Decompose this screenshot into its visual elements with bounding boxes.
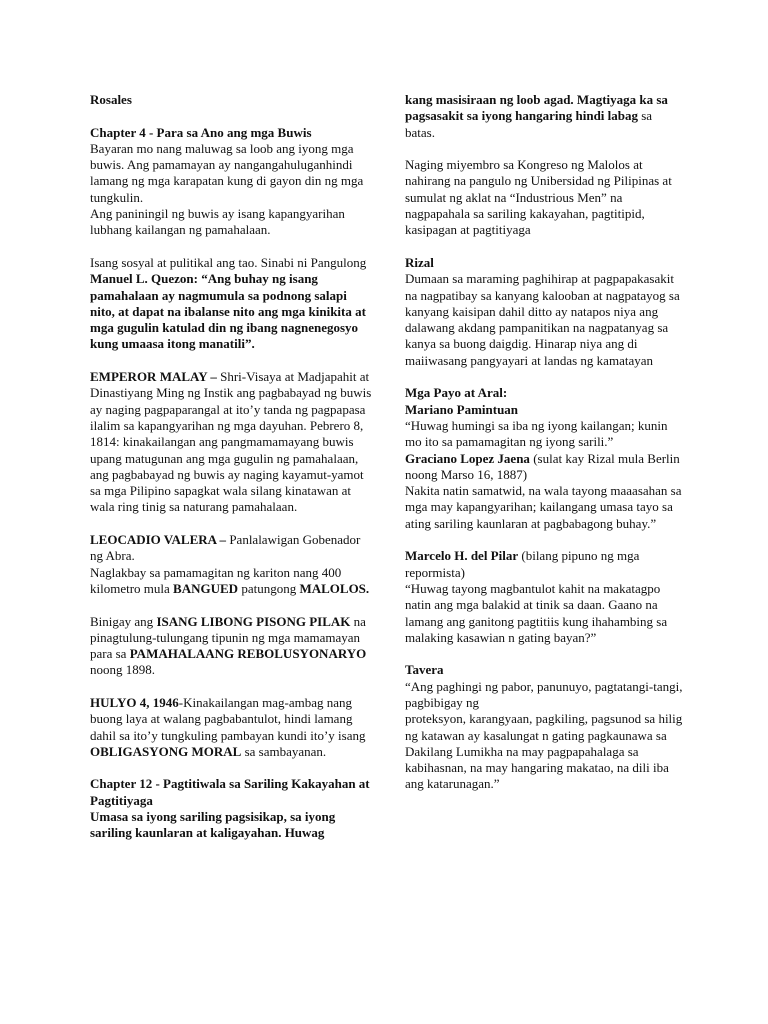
rizal-heading-text: Rizal xyxy=(405,254,434,270)
emperor-heading: EMPEROR MALAY – xyxy=(90,369,221,385)
rizal-heading xyxy=(405,255,683,271)
bangued-label: BANGUED xyxy=(173,580,239,596)
hulyo-paragraph xyxy=(90,695,372,760)
valera-paragraph xyxy=(90,532,372,565)
pilak-text-e: noong 1898. xyxy=(90,662,155,678)
continuation-bold: kang masisiraan ng loob agad. Magtiyaga ka sa pagsasakit sa iyong hangaring hindi labag xyxy=(405,92,668,124)
valera-travel xyxy=(90,565,372,598)
quezon-quote: “Ang buhay ng isang pamahalaan ay nagmumula sa podnong salapi nito, at dapat na ibalanse nito ang mga kinikita at mga gugulin katulad din ng ibang nagnenegosyo kung umaasa itong manatili”. xyxy=(90,271,366,352)
jaena-line xyxy=(405,451,683,484)
right-column xyxy=(405,92,683,793)
payo-heading-text: Mga Payo at Aral: xyxy=(405,385,508,401)
tavera-body-1: “Ang paghingi ng pabor, panunuyo, pagtatangi-tangi, pagbibigay ng xyxy=(405,678,683,710)
continuation-paragraph xyxy=(405,92,683,141)
chapter-4-title xyxy=(90,125,372,141)
congress-paragraph: Naging miyembro sa Kongreso ng Malolos at nahirang na pangulo ng Unibersidad ng Pilipinas at sumulat ng aklat na “Industrious Men” na nagpapahala sa sariling kakayahan, pagtitipid, kasipagan at pagtitiyaga xyxy=(405,157,672,238)
hulyo-text-d: sa sambayanan. xyxy=(241,743,327,759)
pamintuan-name-text: Mariano Pamintuan xyxy=(405,401,519,417)
pilar-line xyxy=(405,548,683,581)
tavera-body-2: proteksyon, karangyaan, pagkiling, pagsunod sa hilig ng katawan ay kasalungat n gating pagkaunawa sa Dakilang Lumikha na may pagpapahalaga sa kabihasnan, na may hangaring makatao, na dili iba ang katarunagan.” xyxy=(405,711,683,792)
pamintuan-name xyxy=(405,402,683,418)
payo-heading xyxy=(405,385,683,401)
jaena-body: Nakita natin samatwid, na wala tayong maaasahan sa mga may kapangyarihan; kailangang umasa tayo sa ating sariling kaunlaran at pagbabagong buhay.” xyxy=(405,483,682,531)
quezon-name: Manuel L. Quezon: xyxy=(90,271,198,287)
hulyo-date: HULYO 4, 1946 xyxy=(90,694,179,710)
chapter-4-body-1: Bayaran mo nang maluwag sa loob ang iyong mga buwis. Ang pamamayan ay nangangahuluganhindi lamang ng mga karapatan kung di gayon din ng mga tungkulin. xyxy=(90,140,364,205)
chapter-4-section xyxy=(90,125,372,239)
rizal-body: Dumaan sa maraming paghihirap at pagpapakasakit na nagpatibay sa kanyang kalooban at nagpatayog sa kanyang kaisipan dahil ditto ay natapos niya ang dalawang akdang pampanitikan na nagpatanyag sa kanya sa buong daigdig. Hinarap niya ang di maiiwasang pangyayari at landas ng kamatayan xyxy=(405,271,680,368)
tavera-heading-text: Tavera xyxy=(405,662,444,678)
chapter-12-lead xyxy=(90,809,372,842)
valera-body-1: Panlalawigan Gobenador ng Abra. xyxy=(90,532,361,564)
tavera-heading xyxy=(405,662,683,678)
quezon-intro: Isang sosyal at pulitikal ang tao. Sinabi ni Pangulong xyxy=(90,254,367,270)
pilar-note: (bilang pipuno ng mga repormista) xyxy=(405,548,640,580)
valera-body-3: patungong xyxy=(238,580,300,596)
valera-body-2: Naglakbay sa pamamagitan ng kariton nang 400 kilometro mula xyxy=(90,564,342,596)
pilak-text-d: PAMAHALAANG REBOLUSYONARYO xyxy=(129,646,367,662)
emperor-paragraph xyxy=(90,369,372,516)
pilak-text-a: Binigay ang xyxy=(90,613,157,629)
pilar-body: “Huwag tayong magbantulot kahit na makatagpo natin ang mga balakid at tinik sa daan. Gaano na lamang ang ganitong pagtitiis kung ihahambing sa malaking kasawian n gating bayan?” xyxy=(405,580,668,645)
jaena-note: (sulat kay Rizal mula Berlin noong Marso 16, 1887) xyxy=(405,450,680,482)
chapter-12-section xyxy=(90,776,372,841)
valera-heading: LEOCADIO VALERA – xyxy=(90,532,230,548)
hulyo-moral: OBLIGASYONG MORAL xyxy=(90,743,242,759)
pilak-paragraph xyxy=(90,614,372,679)
quezon-paragraph xyxy=(90,255,372,353)
malolos-label: MALOLOS. xyxy=(299,580,370,596)
continuation-tail: sa batas. xyxy=(405,108,653,140)
pilar-name: Marcelo H. del Pilar xyxy=(405,548,519,564)
chapter-4-body-2: Ang paniningil ng buwis ay isang kapangyarihan lubhang kailangan ng pamahalaan. xyxy=(90,206,345,238)
rosales-label: Rosales xyxy=(90,92,132,107)
chapter-4-title-text: Chapter 4 - Para sa Ano ang mga Buwis xyxy=(90,124,312,140)
pamintuan-quote: “Huwag humingi sa iba ng iyong kailangan; kunin mo ito sa pamamagitan ng iyong sarili.” xyxy=(405,417,668,450)
hulyo-text-b: -Kinakailangan mag-ambag nang buong laya at walang pagbabantulot, hindi lamang dahil sa ito’y tungkuling pambayan kundi ito’y isang xyxy=(90,694,366,743)
emperor-body: Shri-Visaya at Madjapahit at Dinastiyang Ming ng Instik ang pagbabayad ng buwis ay naging pagpaparangal at ito’y tanda ng pagpapasa ilalim sa kapangyarihan ng mga dayuhan. Pebrero 8, 1814: kinakailangan ang pangmamamayang buwis upang matugunan ang mga gugulin ng pamahalaan, ang pagbabayad ng buwis ay naging kayamut-yamot sa mga Pilipino sapagkat wala silang kinatawan at wala ring tinig sa naturang pamahalaan. xyxy=(90,369,372,515)
chapter-12-title-text: Chapter 12 - Pagtitiwala sa Sariling Kakayahan at Pagtitiyaga xyxy=(90,776,370,808)
chapter-12-title xyxy=(90,776,372,809)
left-column xyxy=(90,92,372,842)
author-heading xyxy=(90,92,372,108)
pilak-text-c: na pinagtulung-tulungang tipunin ng mga mamamayan para sa xyxy=(90,613,366,662)
jaena-name: Graciano Lopez Jaena xyxy=(405,450,530,466)
chapter-12-lead-text: Umasa sa iyong sariling pagsisikap, sa iyong sariling kaunlaran at kaligayahan. Huwag xyxy=(90,809,336,841)
pilak-text-b: ISANG LIBONG PISONG PILAK xyxy=(156,613,351,629)
